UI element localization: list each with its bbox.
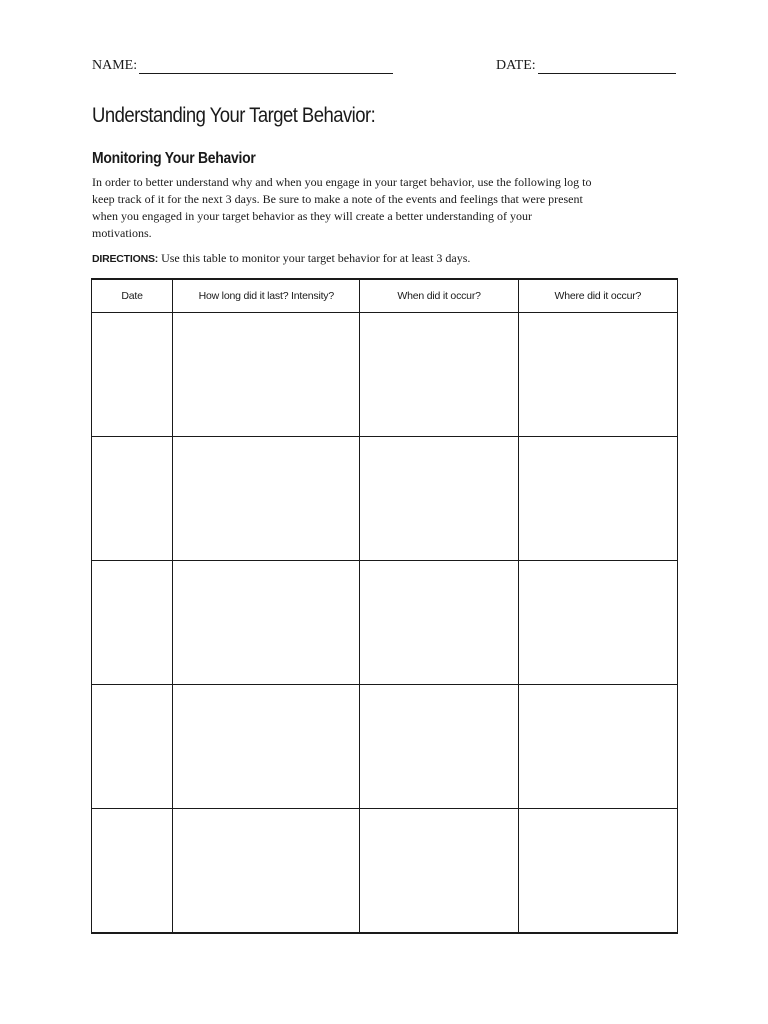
name-input-line[interactable] [139, 59, 393, 74]
directions-label: DIRECTIONS: [92, 253, 159, 265]
when-cell[interactable] [360, 313, 518, 437]
table-row [92, 809, 678, 934]
where-cell[interactable] [518, 561, 677, 685]
date-cell[interactable] [92, 809, 173, 934]
header-fields [92, 58, 672, 78]
directions [92, 250, 652, 268]
table-row [92, 437, 678, 561]
where-cell[interactable] [518, 685, 677, 809]
duration-intensity-cell[interactable] [173, 561, 360, 685]
table-row [92, 561, 678, 685]
section-subtitle: Monitoring Your Behavior [92, 150, 256, 167]
date-cell[interactable] [92, 313, 173, 437]
duration-intensity-cell[interactable] [173, 437, 360, 561]
duration-intensity-cell[interactable] [173, 809, 360, 934]
where-cell[interactable] [518, 313, 677, 437]
directions-text: Use this table to monitor your target behavior for at least 3 days. [158, 251, 471, 265]
where-cell[interactable] [518, 809, 677, 934]
when-cell[interactable] [360, 809, 518, 934]
table-row [92, 313, 678, 437]
column-header-date: Date [92, 279, 173, 313]
when-cell[interactable] [360, 437, 518, 561]
table-row [92, 685, 678, 809]
duration-intensity-cell[interactable] [173, 313, 360, 437]
when-cell[interactable] [360, 685, 518, 809]
page-title: Understanding Your Target Behavior: [92, 104, 376, 127]
column-header-where: Where did it occur? [518, 279, 677, 313]
name-label: NAME: [92, 58, 138, 73]
behavior-log-table [91, 278, 678, 934]
date-field [496, 58, 676, 74]
column-header-duration-intensity: How long did it last? Intensity? [173, 279, 360, 313]
date-cell[interactable] [92, 437, 173, 561]
column-header-when: When did it occur? [360, 279, 518, 313]
name-field [92, 58, 393, 74]
table-header-row [92, 279, 678, 313]
intro-paragraph: In order to better understand why and when you engage in your target behavior, use the following log to keep track of it for the next 3 days. Be sure to make a note of the events and feelings that were present when you engaged in your target behavior as they will create a better understanding of your motivations. [92, 175, 592, 240]
when-cell[interactable] [360, 561, 518, 685]
where-cell[interactable] [518, 437, 677, 561]
date-input-line[interactable] [538, 59, 676, 74]
date-cell[interactable] [92, 561, 173, 685]
date-cell[interactable] [92, 685, 173, 809]
date-label: DATE: [496, 58, 536, 73]
duration-intensity-cell[interactable] [173, 685, 360, 809]
